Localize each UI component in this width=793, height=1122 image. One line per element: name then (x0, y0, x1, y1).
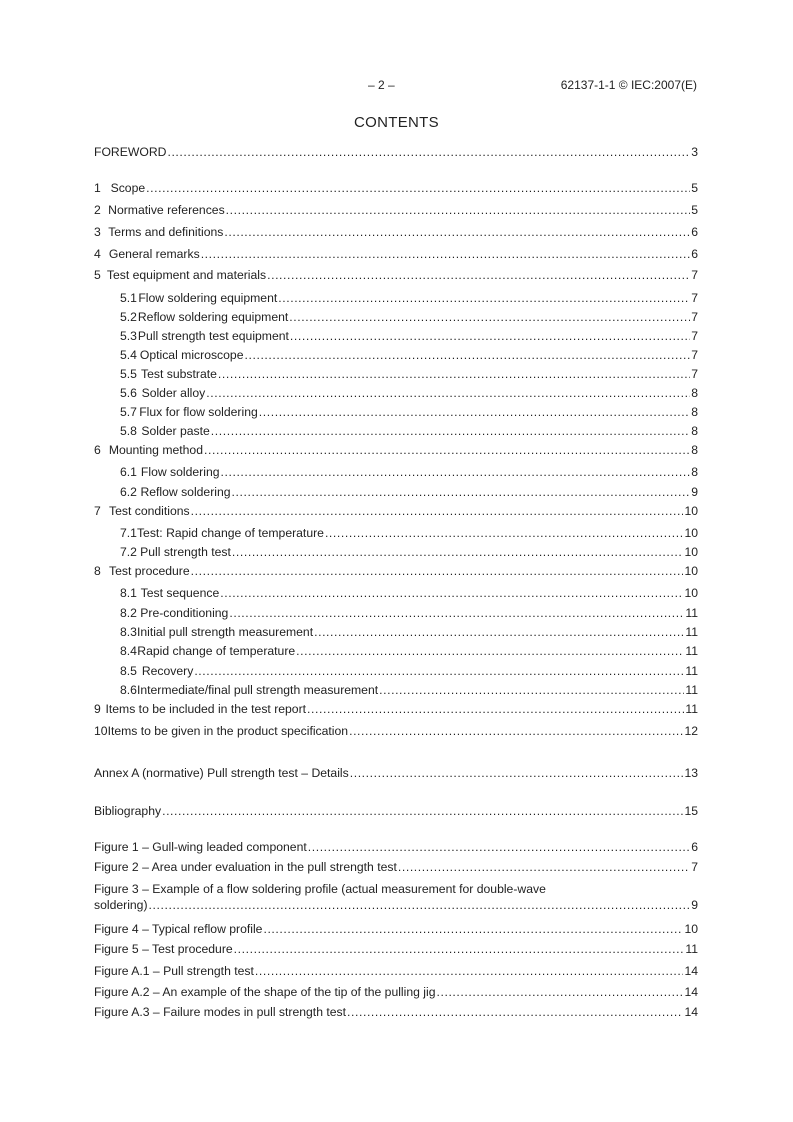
toc-entry-number: 8.5 (120, 664, 137, 678)
dot-leader (162, 804, 683, 818)
toc-entry-title: Figure 2 – Area under evaluation in the pull strength test (94, 860, 397, 874)
toc-subclause[interactable] (94, 586, 698, 600)
toc-entry-page: 14 (684, 985, 698, 999)
toc-clause[interactable] (94, 181, 698, 195)
dot-leader (201, 247, 691, 261)
toc-entry-title: Flux for flow soldering (139, 405, 258, 419)
toc-entry-title: Rapid change of temperature (137, 644, 296, 658)
page-header (0, 78, 793, 94)
dot-leader (191, 504, 684, 518)
toc-figure[interactable] (94, 1005, 698, 1019)
toc-entry-number: 9 (94, 702, 101, 716)
toc-entry-number: 8.2 (120, 606, 137, 620)
dot-leader (325, 526, 684, 540)
toc-entry-title: Test substrate (141, 367, 217, 381)
toc-entry-page: 10 (684, 564, 698, 578)
toc-entry-page: 10 (684, 586, 698, 600)
toc-entry-title: Items to be included in the test report (105, 702, 307, 716)
toc-figure[interactable] (94, 840, 698, 854)
toc-subclause[interactable] (94, 367, 698, 381)
toc-subclause[interactable] (94, 291, 698, 305)
toc-figure[interactable] (94, 882, 698, 912)
toc-entry-title: Scope (110, 181, 146, 195)
toc-subclause[interactable] (94, 424, 698, 438)
toc-entry-title: Initial pull strength measurement (136, 625, 314, 639)
toc-entry-title: Solder paste (141, 424, 210, 438)
toc-figure[interactable] (94, 985, 698, 999)
toc-entry-title: Pull strength test equipment (137, 329, 289, 343)
toc-entry-number: 8.6 (120, 683, 137, 697)
toc-entry-number: 5.2 (120, 310, 137, 324)
dot-leader (347, 1005, 683, 1019)
toc-entry-page: 5 (691, 203, 698, 217)
toc-entry-title: Bibliography (94, 804, 162, 818)
toc-entry-title: Flow soldering equipment (138, 291, 278, 305)
dot-leader (296, 644, 684, 658)
toc-entry-title: Figure 5 – Test procedure (94, 942, 233, 956)
toc-entry-number: 7.1 (120, 526, 137, 540)
toc-entry-title: Figure 4 – Typical reflow profile (94, 922, 263, 936)
toc-entry-number: 5.8 (120, 424, 137, 438)
toc-entry-title: Reflow soldering (140, 485, 231, 499)
toc-entry-page: 11 (685, 702, 698, 716)
dot-leader (379, 683, 684, 697)
dot-leader (245, 348, 691, 362)
dot-leader (224, 225, 690, 239)
toc-entry-page: 13 (684, 766, 698, 780)
toc-entry-page: 11 (685, 942, 698, 956)
dot-leader (229, 606, 684, 620)
dot-leader (289, 310, 690, 324)
toc-entry-page: 15 (684, 804, 698, 818)
toc-entry-number: 10 (94, 724, 108, 738)
toc-entry-title: Test conditions (109, 504, 190, 518)
toc-entry-title: Figure A.1 – Pull strength test (94, 964, 254, 978)
toc-subclause[interactable] (94, 625, 698, 639)
dot-leader (218, 367, 690, 381)
toc-entry-page: 6 (691, 247, 698, 261)
toc-entry-number: 1 (94, 181, 101, 195)
toc-entry-title: Flow soldering (140, 465, 220, 479)
dot-leader (149, 898, 691, 912)
toc-entry-page: 6 (691, 225, 698, 239)
toc-figure[interactable] (94, 942, 698, 956)
toc-entry-number: 8 (94, 564, 101, 578)
toc-entry-page: 14 (684, 964, 698, 978)
toc-entry-number: 5 (94, 268, 101, 282)
toc-entry-number: 6.1 (120, 465, 137, 479)
toc-entry-page: 7 (691, 291, 698, 305)
toc-entry-page: 11 (685, 683, 698, 697)
toc-entry-title: Reflow soldering equipment (137, 310, 289, 324)
toc-entry-number: 2 (94, 203, 101, 217)
toc-entry-title: Figure 1 – Gull-wing leaded component (94, 840, 307, 854)
toc-entry-title: Mounting method (108, 443, 203, 457)
toc-entry-number: 8.4 (120, 644, 137, 658)
dot-leader (194, 664, 684, 678)
toc-entry-title: Items to be given in the product specification (107, 724, 349, 738)
toc-entry-number: 3 (94, 225, 101, 239)
toc-clause[interactable] (94, 225, 698, 239)
dot-leader (146, 181, 690, 195)
toc-entry-number: 7 (94, 504, 101, 518)
toc-entry-number: 5.4 (120, 348, 137, 362)
toc-entry-annex[interactable] (94, 766, 698, 780)
toc-entry-title: Test: Rapid change of temperature (136, 526, 324, 540)
dot-leader (211, 424, 690, 438)
toc-entry-title: Terms and definitions (108, 225, 224, 239)
toc-entry-number: 7.2 (120, 545, 137, 559)
toc-entry-title: General remarks (108, 247, 200, 261)
dot-leader (314, 625, 684, 639)
toc-entry-page: 10 (684, 545, 698, 559)
toc-entry-number: 6.2 (120, 485, 137, 499)
toc-entry-title: Pull strength test (140, 545, 231, 559)
toc-clause[interactable] (94, 564, 698, 578)
toc-entry-title: Solder alloy (141, 386, 206, 400)
toc-entry-number: 4 (94, 247, 101, 261)
dot-leader (307, 702, 684, 716)
toc-entry-number: 8.1 (120, 586, 137, 600)
dot-leader (308, 840, 690, 854)
toc-figure[interactable] (94, 922, 698, 936)
toc-clause[interactable] (94, 443, 698, 457)
toc-entry-page: 10 (684, 922, 698, 936)
dot-leader (232, 545, 684, 559)
toc-entry-page: 11 (685, 644, 698, 658)
toc-entry-title: Figure A.3 – Failure modes in pull strength test (94, 1005, 347, 1019)
toc-subclause[interactable] (94, 545, 698, 559)
toc-entry-page: 11 (685, 606, 698, 620)
dot-leader (290, 329, 690, 343)
toc-clause[interactable] (94, 247, 698, 261)
toc-entry-title: Normative references (108, 203, 225, 217)
page-title: CONTENTS (354, 114, 439, 131)
toc-clause[interactable] (94, 203, 698, 217)
toc-subclause[interactable] (94, 606, 698, 620)
dot-leader (267, 268, 690, 282)
page-number: – 2 – (368, 78, 395, 92)
toc-entry-number: 6 (94, 443, 101, 457)
toc-entry-page: 8 (691, 424, 698, 438)
toc-subclause[interactable] (94, 644, 698, 658)
toc-entry-number: 8.3 (120, 625, 137, 639)
toc-clause[interactable] (94, 268, 698, 282)
dot-leader (226, 203, 691, 217)
toc-entry-title: Test equipment and materials (106, 268, 267, 282)
dot-leader (436, 985, 683, 999)
dot-leader (234, 942, 685, 956)
toc-entry-number: 5.7 (120, 405, 137, 419)
toc-entry-page: 7 (691, 268, 698, 282)
toc-entry-page: 9 (691, 898, 698, 912)
toc-clause[interactable] (94, 702, 698, 716)
toc-entry-title: Test procedure (109, 564, 190, 578)
dot-leader (220, 586, 683, 600)
toc-entry-page: 9 (691, 485, 698, 499)
toc-figure[interactable] (94, 964, 698, 978)
toc-entry-page: 7 (691, 367, 698, 381)
toc-entry-number: 5.1 (120, 291, 137, 305)
dot-leader (221, 465, 691, 479)
toc-entry-title: Optical microscope (139, 348, 244, 362)
dot-leader (263, 922, 683, 936)
dot-leader (232, 485, 691, 499)
toc-subclause[interactable] (94, 465, 698, 479)
toc-entry-page: 8 (691, 465, 698, 479)
toc-entry-page: 12 (684, 724, 698, 738)
toc-entry-page: 7 (691, 860, 698, 874)
toc-figure[interactable] (94, 860, 698, 874)
toc-entry-page: 7 (691, 310, 698, 324)
toc-entry-title: Figure 3 – Example of a flow soldering profile (actual measurement for double-wave (94, 882, 546, 896)
toc-entry-title-continued: soldering) (94, 898, 148, 912)
toc-clause[interactable] (94, 724, 698, 738)
toc-entry-page: 6 (691, 840, 698, 854)
dot-leader (255, 964, 684, 978)
toc-entry-page: 11 (685, 625, 698, 639)
toc-subclause[interactable] (94, 348, 698, 362)
toc-entry-page: 5 (691, 181, 698, 195)
toc-entry-number: 5.6 (120, 386, 137, 400)
toc-subclause[interactable] (94, 386, 698, 400)
toc-entry-title: Pre-conditioning (140, 606, 229, 620)
toc-entry-number: 5.5 (120, 367, 137, 381)
toc-entry-title: Intermediate/final pull strength measurement (136, 683, 379, 697)
toc-entry-number: 5.3 (120, 329, 137, 343)
dot-leader (350, 766, 684, 780)
dot-leader (278, 291, 690, 305)
dot-leader (191, 564, 684, 578)
dot-leader (259, 405, 690, 419)
toc-subclause[interactable] (94, 310, 698, 324)
toc-entry-title: Annex A (normative) Pull strength test – Details (94, 766, 349, 780)
toc-entry-page: 8 (691, 443, 698, 457)
toc-entry-page: 14 (684, 1005, 698, 1019)
toc-entry-title: Recovery (141, 664, 194, 678)
toc-subclause[interactable] (94, 683, 698, 697)
toc-entry-page: 11 (685, 664, 698, 678)
toc-entry-page: 7 (691, 348, 698, 362)
toc-entry-title: Test sequence (140, 586, 220, 600)
dot-leader (206, 386, 690, 400)
toc-subclause[interactable] (94, 526, 698, 540)
standard-reference: 62137-1-1 © IEC:2007(E) (560, 78, 697, 92)
toc-entry-bibliography[interactable] (94, 804, 698, 818)
toc-entry-page: 7 (691, 329, 698, 343)
toc-entry-title: Figure A.2 – An example of the shape of the tip of the pulling jig (94, 985, 436, 999)
toc-entry-page: 8 (691, 386, 698, 400)
toc-entry-title: FOREWORD (94, 145, 167, 159)
dot-leader (349, 724, 683, 738)
toc-entry-page: 3 (691, 145, 698, 159)
toc-entry-page: 10 (684, 504, 698, 518)
dot-leader (398, 860, 690, 874)
toc-subclause[interactable] (94, 329, 698, 343)
toc-clause[interactable] (94, 504, 698, 518)
dot-leader (204, 443, 690, 457)
toc-subclause[interactable] (94, 485, 698, 499)
toc-subclause[interactable] (94, 664, 698, 678)
dot-leader (167, 145, 690, 159)
toc-subclause[interactable] (94, 405, 698, 419)
toc-entry-page: 10 (684, 526, 698, 540)
toc-entry-page: 8 (691, 405, 698, 419)
toc-entry-foreword[interactable] (94, 145, 698, 159)
